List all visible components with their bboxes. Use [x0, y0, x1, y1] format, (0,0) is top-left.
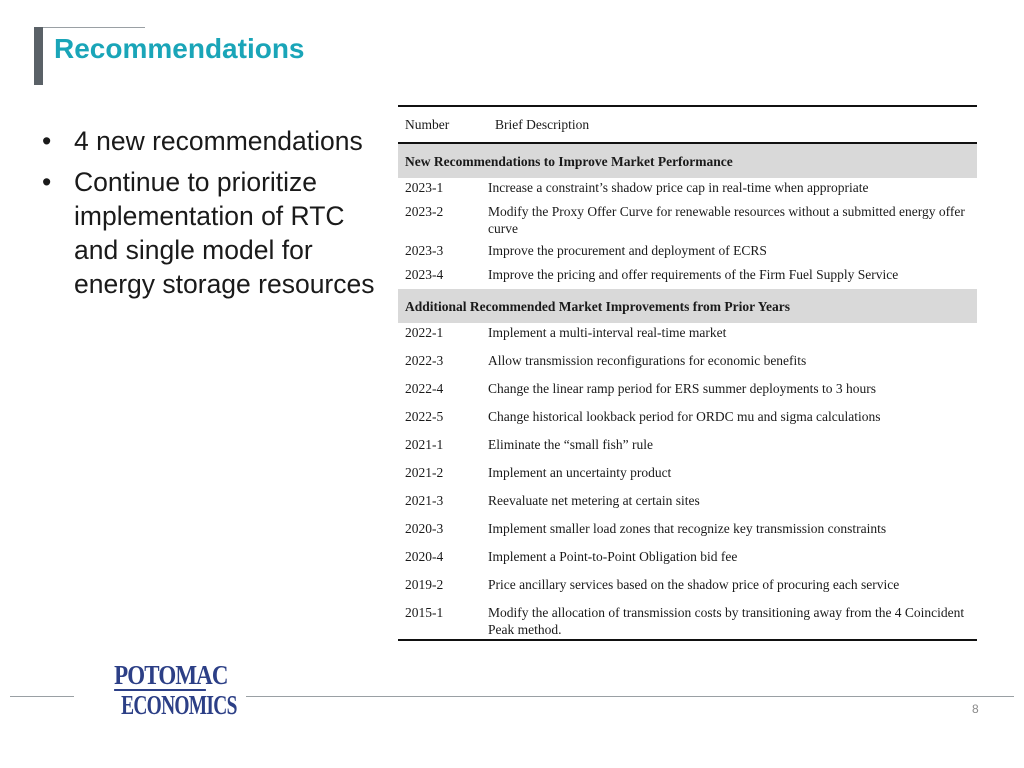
- row-number: 2023-4: [405, 267, 444, 282]
- row-description: Reevaluate net metering at certain sites: [488, 493, 700, 508]
- row-number: 2022-4: [405, 381, 444, 396]
- row-description: Change the linear ramp period for ERS summer deployments to 3 hours: [488, 381, 877, 396]
- bullet-text: Continue to prioritize implementation of RTC and single model for energy storage resources: [74, 167, 375, 299]
- header-number: Number: [398, 106, 487, 143]
- section-row-new: [398, 143, 977, 178]
- row-number: 2019-2: [405, 577, 444, 592]
- table-row: [398, 519, 977, 547]
- table-row: [398, 241, 977, 265]
- bullet-item: [40, 124, 390, 158]
- table-row: [398, 178, 977, 202]
- row-description: Implement an uncertainty product: [488, 465, 672, 480]
- section-row-prior: [398, 289, 977, 323]
- logo-line-2: ECONOMICS: [121, 690, 237, 720]
- table-row: [398, 491, 977, 519]
- row-number: 2021-3: [405, 493, 444, 508]
- footer-rule-right: [246, 696, 1014, 697]
- section-title: Additional Recommended Market Improvements from Prior Years: [398, 289, 977, 323]
- row-description: Allow transmission reconfigurations for economic benefits: [488, 353, 807, 368]
- bullet-text: 4 new recommendations: [74, 126, 363, 156]
- row-description: Improve the pricing and offer requirements of the Firm Fuel Supply Service: [488, 267, 899, 282]
- row-description: Change historical lookback period for ORDC mu and sigma calculations: [488, 409, 881, 424]
- row-description: Increase a constraint’s shadow price cap in real-time when appropriate: [488, 180, 869, 195]
- table-row: [398, 547, 977, 575]
- table-row: [398, 351, 977, 379]
- title-top-rule: [43, 27, 145, 28]
- table-row: [398, 323, 977, 351]
- row-number: 2021-2: [405, 465, 444, 480]
- bullet-item: [40, 165, 390, 301]
- table-row: [398, 379, 977, 407]
- table-row: [398, 202, 977, 241]
- bullet-dot-icon: •: [42, 126, 52, 156]
- row-number: 2021-1: [405, 437, 444, 452]
- row-number: 2020-4: [405, 549, 444, 564]
- table-row: [398, 407, 977, 435]
- header-description: Brief Description: [487, 106, 977, 143]
- table-row: [398, 575, 977, 603]
- table-row: [398, 463, 977, 491]
- row-description: Eliminate the “small fish” rule: [488, 437, 653, 452]
- table-row: [398, 603, 977, 640]
- slide-title: Recommendations: [54, 33, 305, 64]
- row-number: 2023-1: [405, 180, 444, 195]
- row-description: Implement a Point-to-Point Obligation bid fee: [488, 549, 738, 564]
- section-title: New Recommendations to Improve Market Performance: [398, 143, 977, 178]
- footer-rule-left: [10, 696, 74, 697]
- table-row: [398, 265, 977, 289]
- row-number: 2022-3: [405, 353, 444, 368]
- row-number: 2023-3: [405, 243, 444, 258]
- row-description: Implement a multi-interval real-time market: [488, 325, 727, 340]
- row-number: 2020-3: [405, 521, 444, 536]
- page-number: 8: [972, 702, 979, 716]
- table-row: [398, 435, 977, 463]
- row-number: 2022-1: [405, 325, 444, 340]
- logo-line-1: POTOMAC: [114, 660, 228, 690]
- row-number: 2022-5: [405, 409, 444, 424]
- row-description: Price ancillary services based on the shadow price of procuring each service: [488, 577, 900, 592]
- recommendations-table: [398, 105, 977, 641]
- table-header-row: [398, 106, 977, 143]
- row-number: 2023-2: [405, 204, 444, 219]
- bullet-dot-icon: •: [42, 167, 52, 197]
- row-description: Modify the Proxy Offer Curve for renewable resources without a submitted energy offer curve: [488, 204, 965, 236]
- row-description: Implement smaller load zones that recognize key transmission constraints: [488, 521, 887, 536]
- row-description: Modify the allocation of transmission costs by transitioning away from the 4 Coincident Peak method.: [487, 603, 977, 640]
- row-description: Improve the procurement and deployment of ECRS: [488, 243, 767, 258]
- bullet-list: [40, 124, 390, 308]
- potomac-economics-logo: [106, 660, 237, 720]
- row-number: 2015-1: [398, 603, 487, 640]
- title-accent-bar: [34, 27, 43, 85]
